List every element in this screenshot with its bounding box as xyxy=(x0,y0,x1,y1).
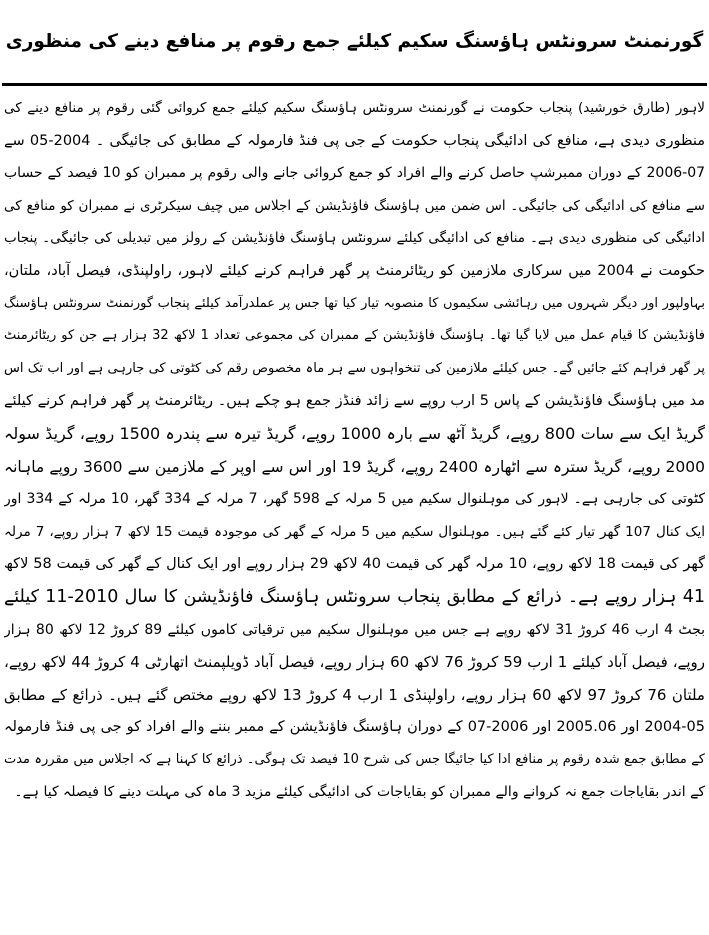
body-line: کٹوتی کی جارہی ہے۔ لاہور کی موہلنوال سکیم میں 5 مرلہ کے 598 گھر، 7 مرلہ کے 334 گھر، 10 مرلہ کے 334 اور xyxy=(4,491,705,508)
body-line: بجٹ 4 ارب 46 کروڑ 31 لاکھ روپے ہے جس میں موہلنوال سکیم میں ترقیاتی کاموں کیلئے 89 کروڑ 12 لاکھ 80 ہزار xyxy=(4,621,705,638)
body-line: سے منافع کی ادائیگی کی جائیگی۔ اس ضمن میں ہاؤسنگ فاؤنڈیشن کے اجلاس میں چیف سیکرٹری نے ممبران کو منافع کی xyxy=(4,197,705,214)
body-line: پر گھر فراہم کئے جائیں گے۔ جس کیلئے ملازمین کی تنخواہوں سے ہر ماہ مخصوص رقم کی کٹوتی کی جارہی ہے اور اب تک اس xyxy=(4,360,705,376)
body-line: ادائیگی کی منظوری دیدی ہے۔ منافع کی ادائیگی کیلئے سرونٹس ہاؤسنگ فاؤنڈیشن کے رولز میں تبدیلی کی جائیگی۔ پنجاب xyxy=(4,230,705,247)
body-line: منظوری دیدی ہے، منافع کی ادائیگی پنجاب حکومت کے جی پی فنڈ فارمولہ کے مطابق کی جائیگی ۔ 2004-05 سے xyxy=(4,132,705,149)
headline-divider xyxy=(2,83,707,86)
body-line: فاؤنڈیشن کا قیام عمل میں لایا گیا تھا۔ ہاؤسنگ فاؤنڈیشن کے ممبران کی مجموعی تعداد 1 لاکھ 32 ہزار ہے جن کو ریٹائرمنٹ xyxy=(4,328,705,344)
body-line: مد میں ہاؤسنگ فاؤنڈیشن کے پاس 5 ارب روپے سے زائد فنڈز جمع ہو چکے ہیں۔ ریٹائرمنٹ پر گھر فراہم کرنے کیلئے xyxy=(4,393,705,410)
body-line: روپے، فیصل آباد کیلئے 1 ارب 59 کروڑ 76 لاکھ 60 ہزار روپے، فیصل آباد ڈویلپمنٹ اتھارٹی 4 کروڑ 44 لاکھ روپے، xyxy=(4,653,705,672)
body-line: 2000 روپے، گریڈ سترہ سے اٹھارہ 2400 روپے، گریڈ 19 اور اس سے اوپر کے ملازمین سے 3600 روپے ماہانہ xyxy=(4,457,705,476)
body-line: کے مطابق جمع شدہ رقوم پر منافع ادا کیا جائیگا جس کی شرح 10 فیصد تک ہوگی۔ ذرائع کا کہنا ہے کہ اجلاس میں مقررہ مدت xyxy=(4,751,705,767)
body-line: 2004-05 اور 2005.06 اور 2006-07 کے دوران ہاؤسنگ فاؤنڈیشن کے ممبر بننے والے افراد کو جی پی فنڈ فارمولہ xyxy=(4,719,705,736)
body-line: گھر کی قیمت 18 لاکھ روپے، 10 مرلہ گھر کی قیمت 40 لاکھ 29 ہزار روپے اور ایک کنال کے گھر کی قیمت 58 لاکھ xyxy=(4,556,705,573)
body-line: گریڈ ایک سے سات 800 روپے، گریڈ آٹھ سے بارہ 1000 روپے، گریڈ تیرہ سے پندرہ 1500 روپے، گریڈ سولہ xyxy=(4,423,705,443)
body-line: 41 ہزار روپے ہے۔ ذرائع کے مطابق پنجاب سرونٹس ہاؤسنگ فاؤنڈیشن کا سال 2010-11 کیلئے xyxy=(4,586,705,607)
body-line: لاہور (طارق خورشید) پنجاب حکومت نے گورنمنٹ سرونٹس ہاؤسنگ سکیم کیلئے جمع کروائی گئی رقوم پر منافع دینے کی xyxy=(4,100,705,116)
body-line: بہاولپور اور دیگر شہروں میں رہائشی سکیموں کا منصوبہ تیار کیا تھا جس پر عملدرآمد کیلئے پنجاب گورنمنٹ سرونٹس ہاؤسنگ xyxy=(4,295,705,311)
article-body xyxy=(4,92,705,927)
body-line: ملتان 76 کروڑ 97 لاکھ 60 ہزار روپے، راولپنڈی 1 ارب 4 کروڑ 13 لاکھ روپے مختص گئے ہیں۔ ذرائع کے مطابق xyxy=(4,685,705,704)
headline: گورنمنٹ سرونٹس ہاؤسنگ سکیم کیلئے جمع رقوم پر منافع دینے کی منظوری xyxy=(5,31,704,52)
body-line: 2006-07 کے دوران ممبرشپ حاصل کرنے والے افراد کو جمع کروائی جانے والی رقوم پر ممبران کو 10 فیصد کے حساب xyxy=(4,165,705,182)
body-line: حکومت نے 2004 میں سرکاری ملازمین کو ریٹائرمنٹ پر گھر فراہم کرنے کیلئے لاہور، راولپنڈی، فیصل آباد، ملتان، xyxy=(4,262,705,279)
body-line: ایک کنال 107 گھر تیار کئے گئے ہیں۔ موہلنوال سکیم میں 5 مرلہ کے گھر کی موجودہ قیمت 15 لاکھ 7 ہزار روپے، 7 مرلہ xyxy=(4,523,705,540)
body-line: کے اندر بقایاجات جمع نہ کروانے والے ممبران کو بقایاجات کی ادائیگی کیلئے مزید 3 ماہ کی مہلت دینے کا فیصلہ کیا ہے۔ xyxy=(14,784,705,801)
